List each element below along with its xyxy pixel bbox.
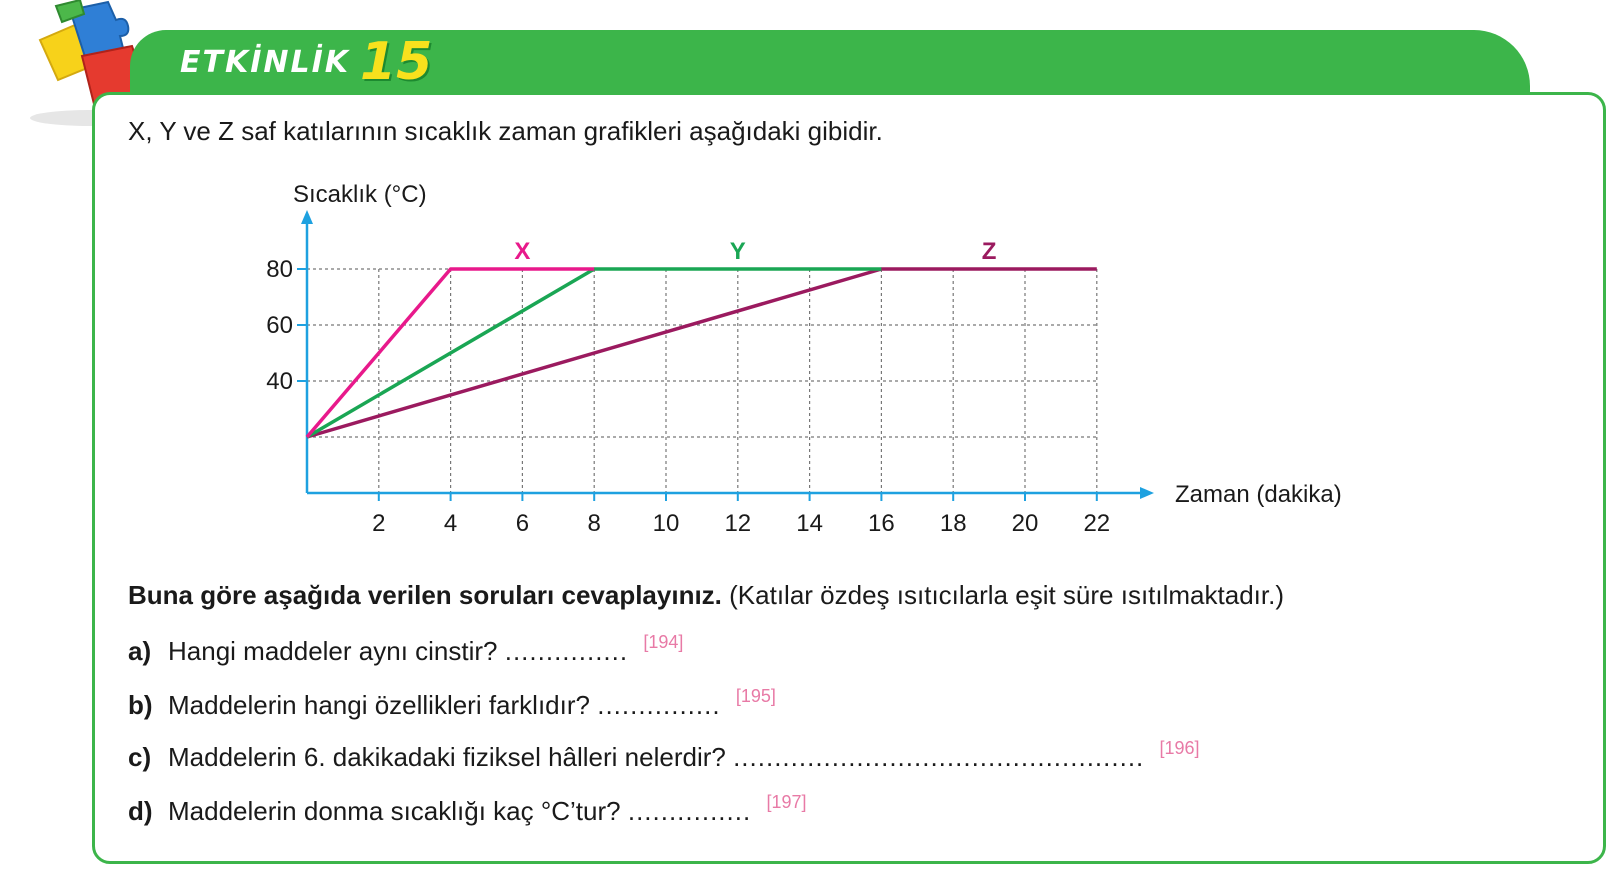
answer-blank[interactable]: ............... <box>627 796 752 826</box>
x-tick-label: 12 <box>724 510 752 537</box>
question-ref: [195] <box>735 686 776 706</box>
question-ref: [196] <box>1159 738 1200 758</box>
x-tick-label: 18 <box>939 510 967 537</box>
y-axis-arrow <box>301 210 313 224</box>
temperature-time-chart <box>240 170 1380 550</box>
x-tick-label: 4 <box>443 510 458 537</box>
series-label-x: X <box>514 238 531 265</box>
question-ref: [194] <box>643 632 684 652</box>
x-axis-label: Zaman (dakika) <box>1175 481 1342 508</box>
questions-lead-note: (Katılar özdeş ısıtıcılarla eşit süre ısıtılmaktadır.) <box>729 580 1284 610</box>
answer-blank[interactable]: .................................................. <box>733 742 1145 772</box>
x-tick-label: 6 <box>515 510 530 537</box>
series-line-z <box>307 269 1097 437</box>
y-tick-label: 40 <box>266 368 293 395</box>
x-tick-label: 20 <box>1011 510 1039 537</box>
question-c <box>128 738 1200 773</box>
series-label-z: Z <box>981 238 997 265</box>
question-letter: d) <box>128 796 153 826</box>
x-tick-label: 14 <box>796 510 823 537</box>
question-a <box>128 632 683 667</box>
activity-word: ETKİNLİK <box>180 44 350 80</box>
questions-lead <box>128 580 1284 611</box>
x-tick-label: 10 <box>652 510 680 537</box>
intro-text: X, Y ve Z saf katılarının sıcaklık zaman grafikleri aşağıdaki gibidir. <box>128 116 883 146</box>
question-letter: b) <box>128 690 153 720</box>
question-letter: c) <box>128 742 152 772</box>
question-letter: a) <box>128 636 152 666</box>
answer-blank[interactable]: ............... <box>597 690 721 720</box>
x-tick-label: 2 <box>372 510 386 537</box>
activity-title <box>180 30 432 94</box>
y-tick-label: 80 <box>266 256 293 283</box>
x-tick-label: 8 <box>587 510 601 537</box>
question-text: Maddelerin hangi özellikleri farklıdır? <box>168 690 590 720</box>
y-axis-label: Sıcaklık (°C) <box>293 181 427 208</box>
question-text: Maddelerin 6. dakikadaki fiziksel hâlleri nelerdir? <box>168 742 726 772</box>
series-label-y: Y <box>729 238 746 265</box>
y-tick-label: 60 <box>266 312 293 339</box>
question-text: Maddelerin donma sıcaklığı kaç °C’tur? <box>168 796 621 826</box>
answer-blank[interactable]: ............... <box>504 636 629 666</box>
activity-number: 15 <box>360 32 433 92</box>
questions-lead-bold: Buna göre aşağıda verilen soruları cevaplayınız. <box>128 580 722 610</box>
question-ref: [197] <box>766 792 807 812</box>
question-d <box>128 792 806 827</box>
x-tick-label: 16 <box>868 510 895 537</box>
x-tick-label: 22 <box>1083 510 1111 537</box>
x-axis-arrow <box>1140 487 1154 499</box>
question-text: Hangi maddeler aynı cinstir? <box>168 636 498 666</box>
question-b <box>128 686 776 721</box>
